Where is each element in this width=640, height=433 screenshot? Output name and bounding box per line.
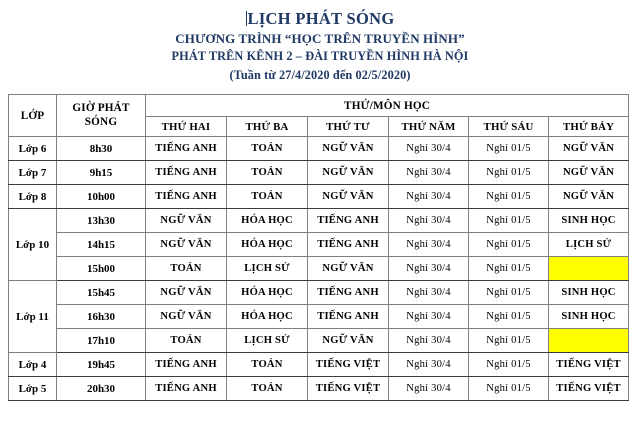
cell-subject: NGỮ VĂN xyxy=(308,257,389,281)
subtitle-week-range: (Tuần từ 27/4/2020 đến 02/5/2020) xyxy=(229,68,411,83)
cell-broadcast-time: 17h10 xyxy=(57,329,146,353)
cell-broadcast-time: 16h30 xyxy=(57,305,146,329)
cell-broadcast-time: 15h00 xyxy=(57,257,146,281)
cell-subject: NGỮ VĂN xyxy=(146,281,227,305)
cell-class-label: Lớp 4 xyxy=(9,353,57,377)
cell-broadcast-time: 9h15 xyxy=(57,161,146,185)
cell-subject: Nghỉ 01/5 xyxy=(469,305,549,329)
cell-subject: NGỮ VĂN xyxy=(308,161,389,185)
table-row xyxy=(9,233,629,257)
cell-subject: NGỮ VĂN xyxy=(308,137,389,161)
cell-subject: TIẾNG ANH xyxy=(308,305,389,329)
column-header-thu-mon-hoc: THỨ/MÔN HỌC xyxy=(146,95,629,117)
cell-subject: NGỮ VĂN xyxy=(146,305,227,329)
cell-subject: Nghỉ 01/5 xyxy=(469,185,549,209)
cell-subject: SINH HỌC xyxy=(549,305,629,329)
text-cursor xyxy=(246,11,247,26)
cell-subject: Nghỉ 30/4 xyxy=(389,209,469,233)
cell-broadcast-time: 10h00 xyxy=(57,185,146,209)
table-body xyxy=(9,137,629,401)
schedule-table-wrapper xyxy=(8,94,628,401)
cell-subject: Nghỉ 30/4 xyxy=(389,233,469,257)
cell-subject: NGỮ VĂN xyxy=(549,161,629,185)
cell-subject: TOÁN xyxy=(227,353,308,377)
cell-broadcast-time: 15h45 xyxy=(57,281,146,305)
column-header-day-4: THỨ NĂM xyxy=(389,117,469,137)
cell-broadcast-time: 20h30 xyxy=(57,377,146,401)
cell-subject: Nghỉ 30/4 xyxy=(389,137,469,161)
cell-subject: LỊCH SỬ xyxy=(227,257,308,281)
cell-subject: Nghỉ 30/4 xyxy=(389,353,469,377)
column-header-day-1: THỨ HAI xyxy=(146,117,227,137)
cell-subject: TOÁN xyxy=(227,161,308,185)
page-title-text: LỊCH PHÁT SÓNG xyxy=(247,9,395,28)
cell-subject: TIẾNG ANH xyxy=(146,137,227,161)
cell-subject: TOÁN xyxy=(227,185,308,209)
cell-subject: Nghỉ 01/5 xyxy=(469,161,549,185)
cell-subject: LỊCH SỬ xyxy=(227,329,308,353)
cell-subject: TIẾNG VIỆT xyxy=(549,377,629,401)
cell-class-label: Lớp 6 xyxy=(9,137,57,161)
cell-subject: TIẾNG ANH xyxy=(308,209,389,233)
cell-subject: Nghỉ 01/5 xyxy=(469,209,549,233)
subtitle-program: CHƯƠNG TRÌNH “HỌC TRÊN TRUYỀN HÌNH” xyxy=(175,30,465,46)
cell-broadcast-time: 14h15 xyxy=(57,233,146,257)
cell-class-label: Lớp 5 xyxy=(9,377,57,401)
cell-subject-empty-highlighted xyxy=(549,329,629,353)
cell-subject: TOÁN xyxy=(146,257,227,281)
cell-subject: TIẾNG VIỆT xyxy=(308,377,389,401)
cell-subject: Nghỉ 30/4 xyxy=(389,161,469,185)
broadcast-schedule-table xyxy=(8,94,629,401)
cell-subject: Nghỉ 01/5 xyxy=(469,137,549,161)
cell-broadcast-time: 19h45 xyxy=(57,353,146,377)
cell-subject-empty-highlighted xyxy=(549,257,629,281)
cell-subject: SINH HỌC xyxy=(549,209,629,233)
cell-subject: TIẾNG ANH xyxy=(146,377,227,401)
page-title xyxy=(246,9,395,30)
document-header xyxy=(0,0,640,85)
cell-subject: TIẾNG VIỆT xyxy=(308,353,389,377)
table-row xyxy=(9,257,629,281)
cell-subject: Nghỉ 30/4 xyxy=(389,257,469,281)
cell-subject: TIẾNG ANH xyxy=(308,233,389,257)
cell-subject: Nghỉ 30/4 xyxy=(389,377,469,401)
column-header-day-5: THỨ SÁU xyxy=(469,117,549,137)
cell-subject: Nghỉ 30/4 xyxy=(389,281,469,305)
cell-subject: NGỮ VĂN xyxy=(146,233,227,257)
cell-subject: TIẾNG ANH xyxy=(146,353,227,377)
cell-class-label: Lớp 7 xyxy=(9,161,57,185)
cell-subject: Nghỉ 01/5 xyxy=(469,353,549,377)
cell-subject: SINH HỌC xyxy=(549,281,629,305)
table-row xyxy=(9,137,629,161)
cell-class-label: Lớp 10 xyxy=(9,209,57,281)
cell-subject: TIẾNG ANH xyxy=(308,281,389,305)
cell-subject: LỊCH SỬ xyxy=(549,233,629,257)
cell-subject: TIẾNG ANH xyxy=(146,161,227,185)
cell-subject: NGỮ VĂN xyxy=(549,185,629,209)
cell-subject: HÓA HỌC xyxy=(227,305,308,329)
cell-subject: Nghỉ 01/5 xyxy=(469,257,549,281)
table-row xyxy=(9,161,629,185)
cell-subject: TOÁN xyxy=(227,137,308,161)
table-row xyxy=(9,281,629,305)
column-header-gio-phat-song: GIỜ PHÁT SÓNG xyxy=(57,95,146,137)
column-header-day-2: THỨ BA xyxy=(227,117,308,137)
cell-broadcast-time: 13h30 xyxy=(57,209,146,233)
cell-subject: HÓA HỌC xyxy=(227,233,308,257)
cell-subject: TIẾNG ANH xyxy=(146,185,227,209)
cell-subject: NGỮ VĂN xyxy=(549,137,629,161)
cell-subject: Nghỉ 30/4 xyxy=(389,305,469,329)
table-row xyxy=(9,329,629,353)
column-header-lop: LỚP xyxy=(9,95,57,137)
column-header-day-6: THỨ BẢY xyxy=(549,117,629,137)
table-row xyxy=(9,185,629,209)
column-header-day-3: THỨ TƯ xyxy=(308,117,389,137)
table-row xyxy=(9,353,629,377)
cell-subject: HÓA HỌC xyxy=(227,281,308,305)
cell-subject: Nghỉ 01/5 xyxy=(469,233,549,257)
cell-subject: TOÁN xyxy=(227,377,308,401)
cell-subject: Nghỉ 01/5 xyxy=(469,329,549,353)
table-row xyxy=(9,305,629,329)
cell-subject: Nghỉ 01/5 xyxy=(469,281,549,305)
cell-subject: TOÁN xyxy=(146,329,227,353)
cell-subject: NGỮ VĂN xyxy=(146,209,227,233)
cell-subject: Nghỉ 30/4 xyxy=(389,329,469,353)
cell-class-label: Lớp 11 xyxy=(9,281,57,353)
table-row xyxy=(9,377,629,401)
cell-class-label: Lớp 8 xyxy=(9,185,57,209)
cell-subject: NGỮ VĂN xyxy=(308,185,389,209)
table-header xyxy=(9,95,629,137)
table-header-row-top xyxy=(9,95,629,117)
cell-subject: Nghỉ 30/4 xyxy=(389,185,469,209)
table-row xyxy=(9,209,629,233)
subtitle-channel: PHÁT TRÊN KÊNH 2 – ĐÀI TRUYỀN HÌNH HÀ NỘI xyxy=(171,49,469,64)
cell-subject: HÓA HỌC xyxy=(227,209,308,233)
cell-subject: TIẾNG VIỆT xyxy=(549,353,629,377)
cell-subject: NGỮ VĂN xyxy=(308,329,389,353)
cell-broadcast-time: 8h30 xyxy=(57,137,146,161)
cell-subject: Nghỉ 01/5 xyxy=(469,377,549,401)
